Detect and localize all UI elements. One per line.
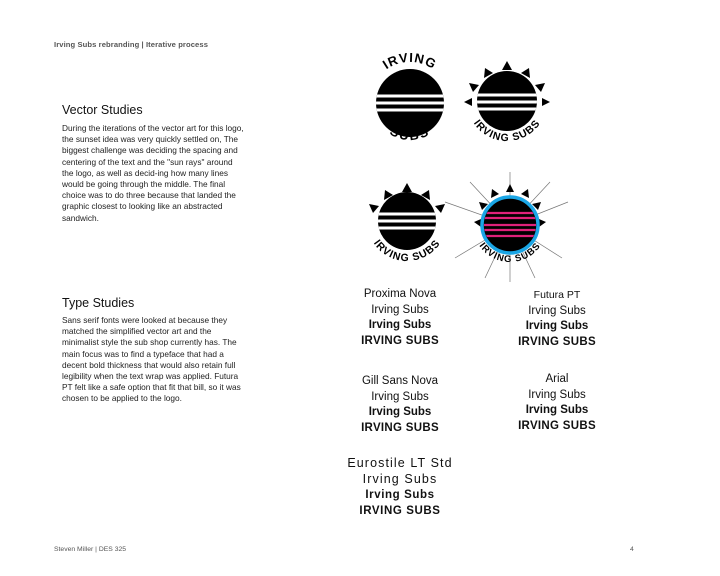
- type-sample-name: Arial: [545, 373, 569, 385]
- type-sample-caps: IRVING SUBS: [361, 334, 439, 347]
- type-sample-regular: Irving Subs: [528, 388, 586, 401]
- footer-credit: Steven Miller | DES 325: [54, 546, 127, 553]
- type-sample-regular: Irving Subs: [362, 472, 438, 486]
- type-sample-gill-sans-nova: [350, 374, 450, 436]
- logo-study-4: [440, 170, 570, 285]
- type-studies-title: Type Studies: [62, 296, 135, 310]
- type-sample-regular: Irving Subs: [528, 304, 586, 317]
- logo-study-1: [355, 50, 465, 160]
- logo3-bottom-text: IRVING SUBS: [371, 237, 443, 265]
- vector-studies-title: Vector Studies: [62, 103, 143, 117]
- svg-text:IRVING: [380, 50, 440, 72]
- type-sample-bold: Irving Subs: [365, 489, 435, 501]
- type-studies-body: Sans serif fonts were looked at because they matched the simplified vector art and the minimalist style the sub shop currently has. The main focus was to find a typeface that had a decent bold thickness that would also retain full legibility when the text wrap was applied. Futura PT felt like a safe option that fit that bill, so it was chosen to be applied to the logo.: [62, 315, 241, 404]
- type-sample-caps: IRVING SUBS: [361, 421, 439, 434]
- type-sample-bold: Irving Subs: [525, 404, 589, 416]
- type-sample-name: Gill Sans Nova: [361, 375, 439, 387]
- type-sample-futura-pt: [507, 288, 607, 350]
- logo1-bottom-text: SUBS: [387, 123, 433, 144]
- logo-study-2: [455, 58, 560, 163]
- type-sample-arial: [507, 372, 607, 434]
- type-sample-bold: Irving Subs: [525, 320, 589, 332]
- type-sample-caps: IRVING SUBS: [518, 335, 596, 348]
- logo1-top-text: IRVING: [379, 49, 440, 73]
- vector-studies-body: During the iterations of the vector art for this logo, the sunset idea was very quickly settled on, The biggest challenge was deciding the spacing and centering of the text and the "sun rays" around the logo, as well as decid-ing how many lines would be going through the middle. The final choice was to do three because that landed the graphic closest to looking like an abstracted sandwich.: [62, 123, 244, 223]
- page-header: Irving Subs rebranding | Iterative process: [54, 40, 209, 49]
- type-sample-name: Eurostile LT Std: [347, 456, 453, 470]
- type-sample-name: Proxima Nova: [363, 288, 437, 300]
- page-number: 4: [630, 546, 634, 553]
- type-sample-regular: Irving Subs: [371, 390, 429, 403]
- type-sample-bold: Irving Subs: [368, 319, 432, 331]
- logo2-bottom-text: IRVING SUBS: [471, 117, 543, 145]
- type-sample-name: Futura PT: [533, 289, 581, 301]
- type-sample-caps: IRVING SUBS: [359, 505, 441, 517]
- type-sample-eurostile: [330, 455, 470, 519]
- type-sample-caps: IRVING SUBS: [518, 419, 596, 432]
- type-sample-bold: Irving Subs: [368, 406, 432, 418]
- type-sample-proxima-nova: [350, 287, 450, 349]
- type-sample-regular: Irving Subs: [371, 303, 429, 316]
- logo4-bottom-text: IRVING SUBS: [476, 240, 544, 266]
